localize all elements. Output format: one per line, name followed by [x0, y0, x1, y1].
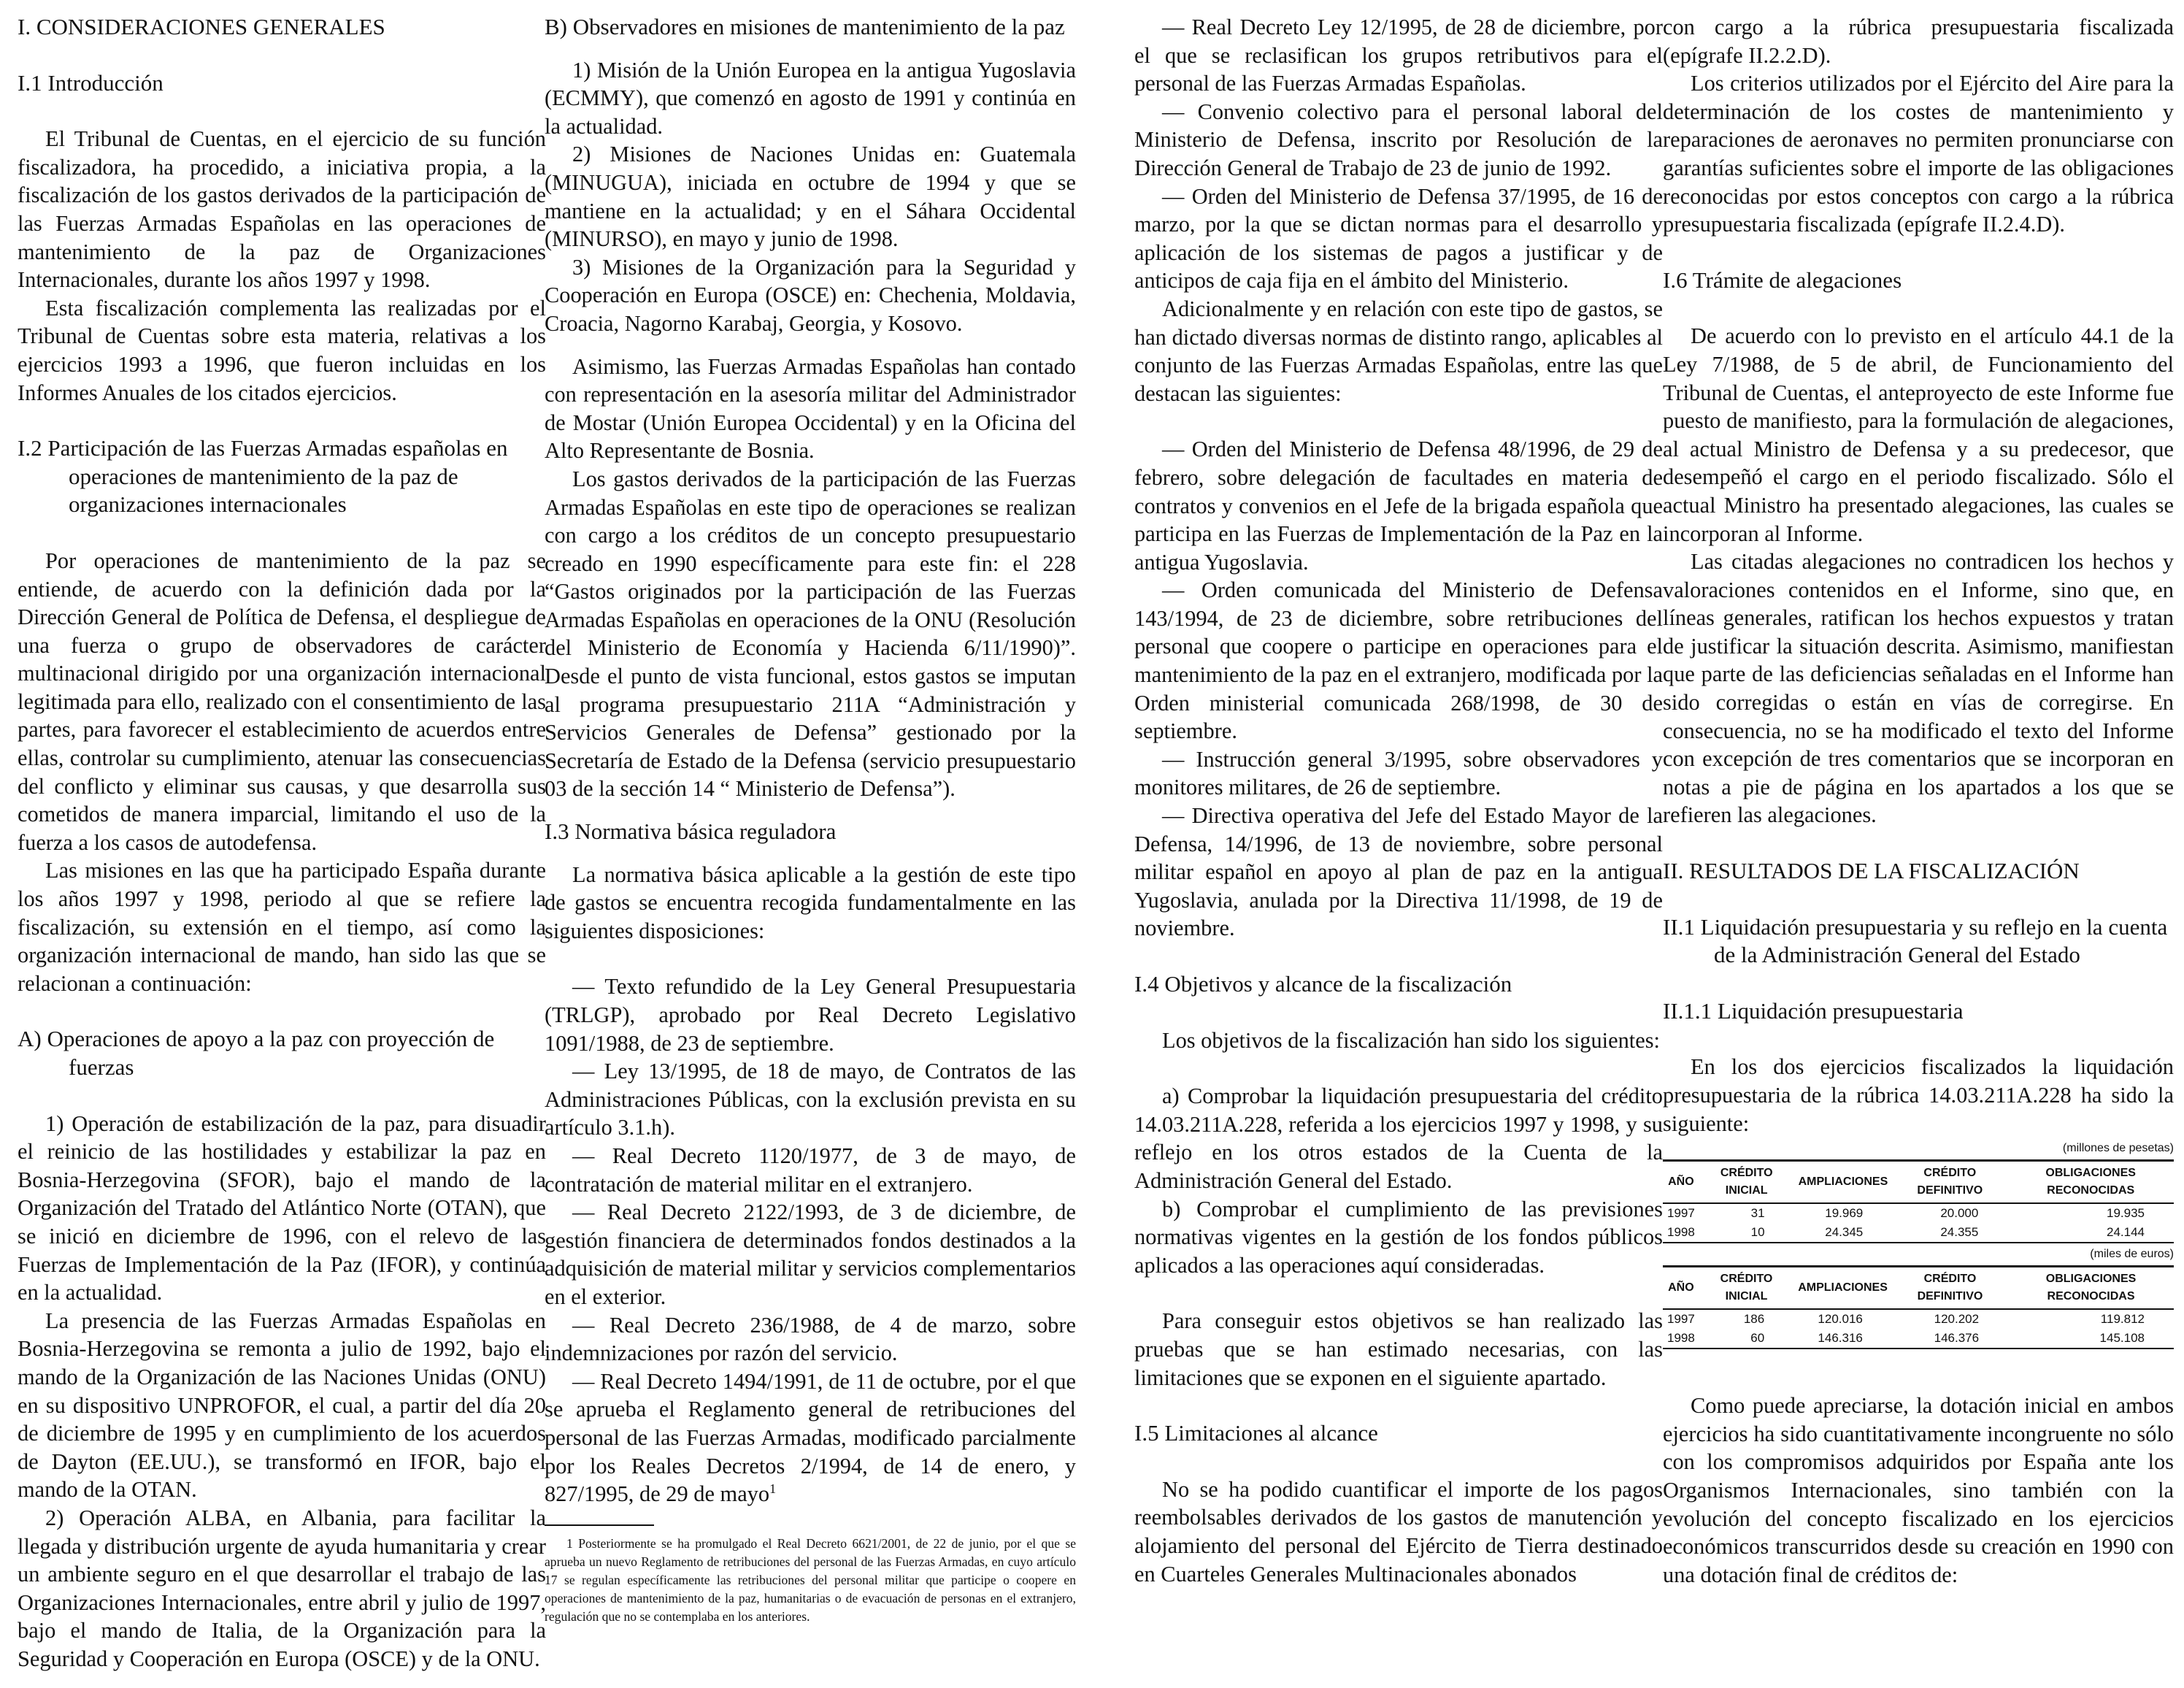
paragraph: Los gastos derivados de la participación de las Fuerzas Armadas Españolas en este tipo de operaciones se realizan con cargo a los créditos de un concepto presupuestario creado en 1990 específicamente para este fin: el 228 “Gastos originados por la participación de las Fuerzas Armadas Españolas en operaciones de la ONU (Resolución del Ministerio de Economía y Hacienda 6/11/1990)”. Desde el punto de vista funcional, estos gastos se imputan al programa presupuestario 211A “Administración y Servicios Generales de Defensa” gestionado por la Secretaría de Estado de la Defensa (servicio presupuestario 03 de la sección 14 “ Ministerio de Defensa”). — [545, 466, 1076, 802]
spacer — [18, 997, 546, 1025]
table-cell: 10 — [1750, 1225, 1765, 1240]
paragraph: 3) Misiones de la Organización para la Seguridad y Cooperación en Europa (OSCE) en: Chechenia, Moldavia, Croacia, Nagorno Karabaj, Georgia, y Kosovo. — [545, 254, 1076, 336]
section-heading: I.6 Trámite de alegaciones — [1663, 266, 1902, 293]
table-cell: 24.144 — [2107, 1225, 2145, 1240]
section-heading: II.1 Liquidación presupuestaria y su reflejo en la cuenta de la Administración General del Estado — [1663, 913, 2168, 968]
table-cell: 186 — [1743, 1312, 1765, 1327]
paragraph: 1) Operación de estabilización de la paz, para disuadir el reinicio de las hostilidades y estabilizar la paz en Bosnia-Herzegovina (SFOR), bajo el mando de la Organización del Tratado del Atlántico Norte (OTAN), que se inició en diciembre de 1996, con el relevo de las Fuerzas de Implementación de la Paz (IFOR), y continúa en la actualidad. — [18, 1110, 546, 1305]
footnote-ref: 1 — [769, 1481, 777, 1496]
table-cell: 24.355 — [1940, 1225, 1979, 1240]
section-heading: I.2 Participación de las Fuerzas Armadas españolas en operaciones de mantenimiento de la paz de organizaciones internacionales — [18, 435, 508, 518]
table-row — [1663, 1329, 2174, 1349]
column-header: OBLIGACIONES RECONOCIDAS — [2045, 1167, 2136, 1197]
column-header: AMPLIACIONES — [1798, 1281, 1888, 1294]
right-column-2 — [1663, 13, 2174, 1589]
section-heading: I.1 Introducción — [18, 69, 164, 96]
section-heading: I.3 Normativa básica reguladora — [545, 818, 837, 845]
budget-table — [1663, 1159, 2174, 1243]
column-header: AMPLIACIONES — [1798, 1175, 1888, 1189]
table-unit-label: (millones de pesetas) — [2062, 1142, 2174, 1155]
footnote-divider — [545, 1524, 654, 1526]
spacer — [1134, 1054, 1663, 1082]
paragraph: a) Comprobar la liquidación presupuestaria del crédito 14.03.211A.228, referida a los ejercicios 1997 y 1998, y su reflejo en los otros estados de la Cuenta de la Administración General del Estado. — [1134, 1083, 1663, 1193]
paragraph: La normativa básica aplicable a la gestión de este tipo de gastos se encuentra recogida fundamentalmente en las siguientes disposiciones: — [545, 862, 1076, 943]
paragraph: Los objetivos de la fiscalización han sido los siguientes: — [1162, 1027, 1660, 1053]
paragraph: Adicionalmente y en relación con este tipo de gastos, se han dictado diversas normas de distinto rango, aplicables al conjunto de las Fuerzas Armadas Españolas, entre las que destacan las siguientes: — [1134, 296, 1663, 406]
spacer — [1663, 1025, 2174, 1053]
spacer — [545, 42, 1076, 56]
spacer — [545, 945, 1076, 972]
spacer — [1134, 943, 1663, 970]
table-cell: 119.812 — [2100, 1312, 2145, 1327]
paragraph: Para conseguir estos objetivos se han realizado las pruebas que se han estimado necesarias, con las limitaciones que se exponen en el siguiente apartado. — [1134, 1308, 1663, 1390]
table-row — [1663, 1223, 2174, 1243]
table-row — [1663, 1203, 2174, 1223]
paragraph: — Convenio colectivo para el personal laboral del Ministerio de Defensa, inscrito por Resolución de la Dirección General de Trabajo de 23 de junio de 1992. — [1134, 99, 1663, 180]
paragraph: De acuerdo con lo previsto en el artículo 44.1 de la Ley 7/1988, de 5 de abril, de Funcionamiento del Tribunal de Cuentas, el anteproyecto de este Informe fue puesto de manifiesto, para la formulación de alegaciones, al actual Ministro de Defensa y a su predecesor, que desempeñó el cargo en el periodo fiscalizado. Sólo el actual Ministro ha presentado alegaciones, las cuales se incorporan al Informe. — [1663, 323, 2174, 546]
spacer — [18, 407, 546, 434]
table-cell: 146.376 — [1934, 1331, 1980, 1346]
paragraph: — Real Decreto Ley 12/1995, de 28 de diciembre, por el que se reclasifican los grupos retributivos para el personal de las Fuerzas Armadas Españolas. — [1134, 15, 1663, 96]
paragraph: Las misiones en las que ha participado España durante los años 1997 y 1998, periodo al que se refiere la fiscalización, su extensión en el tiempo, así como la organización internacional de mando, han sido las que se relacionan a continuación: — [18, 858, 546, 996]
spacer — [545, 803, 1076, 818]
left-column-1 — [18, 13, 546, 1673]
paragraph: Por operaciones de mantenimiento de la paz se entiende, de acuerdo con la definición dada por la Dirección General de Política de Defensa, el despliegue de una fuerza o grupo de observadores de carácter multinacional dirigido por una organización internacional legitimada para ello, realizado con el consentimiento de las partes, para favorecer el establecimiento de acuerdos entre ellas, controlar su cumplimiento, atenuar las consecuencias del conflicto y eliminar sus causas, y que desarrolla sus cometidos de manera imparcial, limitando el uso de la fuerza a los casos de autodefensa. — [18, 548, 546, 855]
paragraph — [545, 1367, 1076, 1508]
section-heading: I. CONSIDERACIONES GENERALES — [18, 14, 385, 39]
column-header: AÑO — [1668, 1175, 1694, 1189]
column-header: OBLIGACIONES RECONOCIDAS — [2045, 1273, 2137, 1303]
paragraph: — Orden del Ministerio de Defensa 48/1996, de 29 de febrero, sobre delegación de facultades en materia de contratos y convenios en el Jefe de la brigada española que participa en las Fuerzas de Implementación de la Paz en la antigua Yugoslavia. — [1134, 437, 1663, 575]
spacer — [1134, 1279, 1663, 1307]
paragraph: Las citadas alegaciones no contradicen los hechos y valoraciones contenidos en el Informe, sino que, en líneas generales, ratifican los hechos expuestos y tratan de justificar la situación descrita. Asimismo, manifiestan que parte de las deficiencias señaladas en el Informe han sido corregidas o están en vías de corregirse. En consecuencia, no se ha modificado el texto del Informe con excepción de tres comentarios que se incorporan en notas a pie de página en los apartados a los que se refieren las alegaciones. — [1663, 549, 2174, 828]
table-cell: 20.000 — [1940, 1206, 1979, 1221]
spacer — [18, 42, 546, 69]
column-header: AÑO — [1668, 1281, 1694, 1294]
spacer — [1663, 886, 2174, 913]
spacer — [18, 519, 546, 547]
paragraph: — Instrucción general 3/1995, sobre observadores y monitores militares, de 26 de septiembre. — [1134, 746, 1663, 800]
budget-table-block — [1663, 1142, 2174, 1243]
paragraph: — Orden del Ministerio de Defensa 37/1995, de 16 de marzo, por la que se dictan normas para el desarrollo y aplicación de los sistemas de pagos a justificar y de anticipos de caja fija en el ámbito del Ministerio. — [1134, 183, 1663, 294]
spacer — [545, 338, 1076, 353]
table-unit-label: (miles de euros) — [2090, 1248, 2174, 1261]
spacer — [1134, 1448, 1663, 1476]
paragraph: Los criterios utilizados por el Ejército del Aire para la determinación de los costes de mantenimiento y reparaciones de aeronaves no permiten pronunciarse con garantías suficientes sobre el importe de las obligaciones reconocidas por estos conceptos con cargo a la rúbrica presupuestaria fiscalizada (epígrafe II.2.4.D). — [1663, 71, 2174, 237]
section-heading: I.5 Limitaciones al alcance — [1134, 1420, 1378, 1446]
section-heading: II.1.1 Liquidación presupuestaria — [1663, 997, 1964, 1024]
table-cell: 120.016 — [1818, 1312, 1863, 1327]
right-column-1 — [1134, 13, 1663, 1588]
spacer — [1663, 829, 2174, 857]
column-header: CRÉDITO DEFINITIVO — [1917, 1273, 1983, 1303]
section-heading: II. RESULTADOS DE LA FISCALIZACIÓN — [1663, 858, 2080, 884]
section-heading: A) Operaciones de apoyo a la paz con proyección de fuerzas — [18, 1026, 495, 1080]
column-header: CRÉDITO DEFINITIVO — [1917, 1167, 1983, 1197]
table-cell: 31 — [1750, 1206, 1765, 1221]
paragraph: — Texto refundido de la Ley General Presupuestaria (TRLGP), aprobado por Real Decreto Legislativo 1091/1988, de 23 de septiembre. — [545, 974, 1076, 1056]
spacer — [1663, 970, 2174, 997]
spacer — [1663, 239, 2174, 266]
paragraph: 1) Misión de la Unión Europea en la antigua Yugoslavia (ECMMY), que comenzó en agosto de 1991 y continúa en la actualidad. — [545, 57, 1076, 139]
table-cell: 120.202 — [1934, 1312, 1980, 1327]
table-cell: 145.108 — [2099, 1331, 2145, 1346]
spacer — [1134, 999, 1663, 1027]
paragraph: En los dos ejercicios fiscalizados la liquidación presupuestaria de la rúbrica 14.03.211A.228 ha sido la siguiente: — [1663, 1054, 2174, 1136]
table-cell: 60 — [1750, 1331, 1765, 1346]
paragraph: — Ley 13/1995, de 18 de mayo, de Contratos de las Administraciones Públicas, con la exclusión prevista en su artículo 3.1.h). — [545, 1059, 1076, 1140]
section-heading: B) Observadores en misiones de mantenimiento de la paz — [545, 14, 1065, 39]
budget-table — [1663, 1265, 2174, 1349]
table-header-row — [1663, 1161, 2174, 1204]
section-heading: I.4 Objetivos y alcance de la fiscalización — [1134, 971, 1512, 997]
paragraph: 2) Operación ALBA, en Albania, para facilitar la llegada y distribución urgente de ayuda humanitaria y crear un ambiente seguro en el que desarrollar el trabajo de las Organizaciones Internacionales, entre abril y julio de 1997, bajo el mando de Italia, de la Organización para la Seguridad y Cooperación en Europa (OSCE) y de la ONU. — [18, 1505, 546, 1671]
table-cell: 1998 — [1667, 1225, 1695, 1240]
footnote: 1 Posteriormente se ha promulgado el Real Decreto 6621/2001, de 22 de junio, por el que se aprueba un nuevo Reglamento de retribuciones del personal de las Fuerzas Armadas, en cuyo artículo 17 se regulan específicamente las retribuciones del personal militar que participe o coopere en operaciones de mantenimiento de la paz, humanitarias o de evacuación de personas en el extranjero, regulación que no se contemplaba en los anteriores. — [545, 1535, 1076, 1624]
left-column-2 — [545, 13, 1076, 1626]
paragraph: No se ha podido cuantificar el importe de los pagos reembolsables derivados de los gastos de manutención y alojamiento del personal del Ejército de Tierra destinado en Cuarteles Generales Multinacionales abonados — [1134, 1476, 1663, 1587]
paragraph: con cargo a la rúbrica presupuestaria fiscalizada (epígrafe II.2.2.D). — [1663, 15, 2174, 68]
paragraph: Esta fiscalización complementa las realizadas por el Tribunal de Cuentas sobre esta materia, relativas a los ejercicios 1993 a 1996, que fueron incluidas en los Informes Anuales de los citados ejercicios. — [18, 295, 546, 405]
spacer — [545, 846, 1076, 861]
table-cell: 1998 — [1667, 1331, 1695, 1346]
table-cell: 24.345 — [1825, 1225, 1864, 1240]
paragraph: 2) Misiones de Naciones Unidas en: Guatemala (MINUGUA), iniciada en octubre de 1994 y que se mantiene en la actualidad; y en el Sáhara Occidental (MINURSO), en mayo y junio de 1998. — [545, 142, 1076, 252]
paragraph: b) Comprobar el cumplimiento de las previsiones normativas vigentes en la gestión de los fondos públicos aplicados a las operaciones aquí consideradas. — [1134, 1196, 1663, 1278]
spacer — [1134, 407, 1663, 435]
paragraph: Como puede apreciarse, la dotación inicial en ambos ejercicios ha sido cuantitativamente incongruente no sólo con los compromisos adquiridos por España ante los Organismos Internacionales, sino también con la evolución del concepto fiscalizado en los ejercicios económicos transcurridos desde su creación en 1990 con una dotación final de créditos de: — [1663, 1393, 2174, 1587]
right-page — [1092, 0, 2184, 1688]
table-cell: 1997 — [1667, 1312, 1695, 1327]
spacer — [18, 1082, 546, 1110]
paragraph: — Real Decreto 1120/1977, de 3 de mayo, de contratación de material militar en el extranjero. — [545, 1143, 1076, 1197]
table-row — [1663, 1309, 2174, 1329]
paragraph: La presencia de las Fuerzas Armadas Españolas en Bosnia-Herzegovina se remonta a julio de 1992, bajo el mando de la Organización de las Naciones Unidas (ONU) en su dispositivo UNPROFOR, el cual, a partir del día 20 de diciembre de 1995 y en cumplimiento de los acuerdos de Dayton (EE.UU.), se transformó en IFOR, bajo el mando de la OTAN. — [18, 1308, 546, 1503]
spacer — [1134, 1392, 1663, 1419]
paragraph: Asimismo, las Fuerzas Armadas Españolas han contado con representación en la asesoría militar del Administrador de Mostar (Unión Europea Occidental) y en la Oficina del Alto Representante de Bosnia. — [545, 353, 1076, 464]
budget-table-block — [1663, 1248, 2174, 1349]
paragraph: — Real Decreto 2122/1993, de 3 de diciembre, de gestión financiera de determinados fondos destinados a la adquisición de material militar y servicios complementarios en el exterior. — [545, 1200, 1076, 1309]
spacer — [1663, 294, 2174, 322]
table-cell: 19.935 — [2107, 1206, 2145, 1221]
spacer — [18, 97, 546, 125]
column-header: CRÉDITO INICIAL — [1720, 1273, 1773, 1303]
table-cell: 146.316 — [1818, 1331, 1863, 1346]
spacer — [1663, 1349, 2174, 1392]
table-header-row — [1663, 1267, 2174, 1310]
table-cell: 19.969 — [1825, 1206, 1864, 1221]
table-cell: 1997 — [1667, 1206, 1695, 1221]
paragraph: — Directiva operativa del Jefe del Estado Mayor de la Defensa, 14/1996, de 13 de noviembre, sobre personal militar español en apoyo al plan de paz en la antigua Yugoslavia, anulada por la Directiva 11/1998, de 19 de noviembre. — [1134, 803, 1663, 941]
column-header: CRÉDITO INICIAL — [1720, 1167, 1773, 1197]
paragraph: — Orden comunicada del Ministerio de Defensa 143/1994, de 23 de diciembre, sobre retribuciones del personal que coopere o participe en operaciones para el mantenimiento de la paz en el extranjero, modificada por la Orden ministerial comunicada 268/1998, de 30 de septiembre. — [1134, 578, 1664, 744]
paragraph-text: — Real Decreto 1494/1991, de 11 de octubre, por el que se aprueba el Reglamento general de retribuciones del personal de las Fuerzas Armadas, modificado parcialmente por los Reales Decretos 2/1994, de 14 de enero, y 827/1995, de 29 de mayo — [545, 1368, 1076, 1507]
paragraph: — Real Decreto 236/1988, de 4 de marzo, sobre indemnizaciones por razón del servicio. — [545, 1312, 1076, 1366]
paragraph: El Tribunal de Cuentas, en el ejercicio de su función fiscalizadora, ha procedido, a iniciativa propia, a la fiscalización de los gastos derivados de la participación de las Fuerzas Armadas Españolas en las operaciones de mantenimiento de la paz de Organizaciones Internacionales, durante los años 1997 y 1998. — [18, 126, 546, 293]
